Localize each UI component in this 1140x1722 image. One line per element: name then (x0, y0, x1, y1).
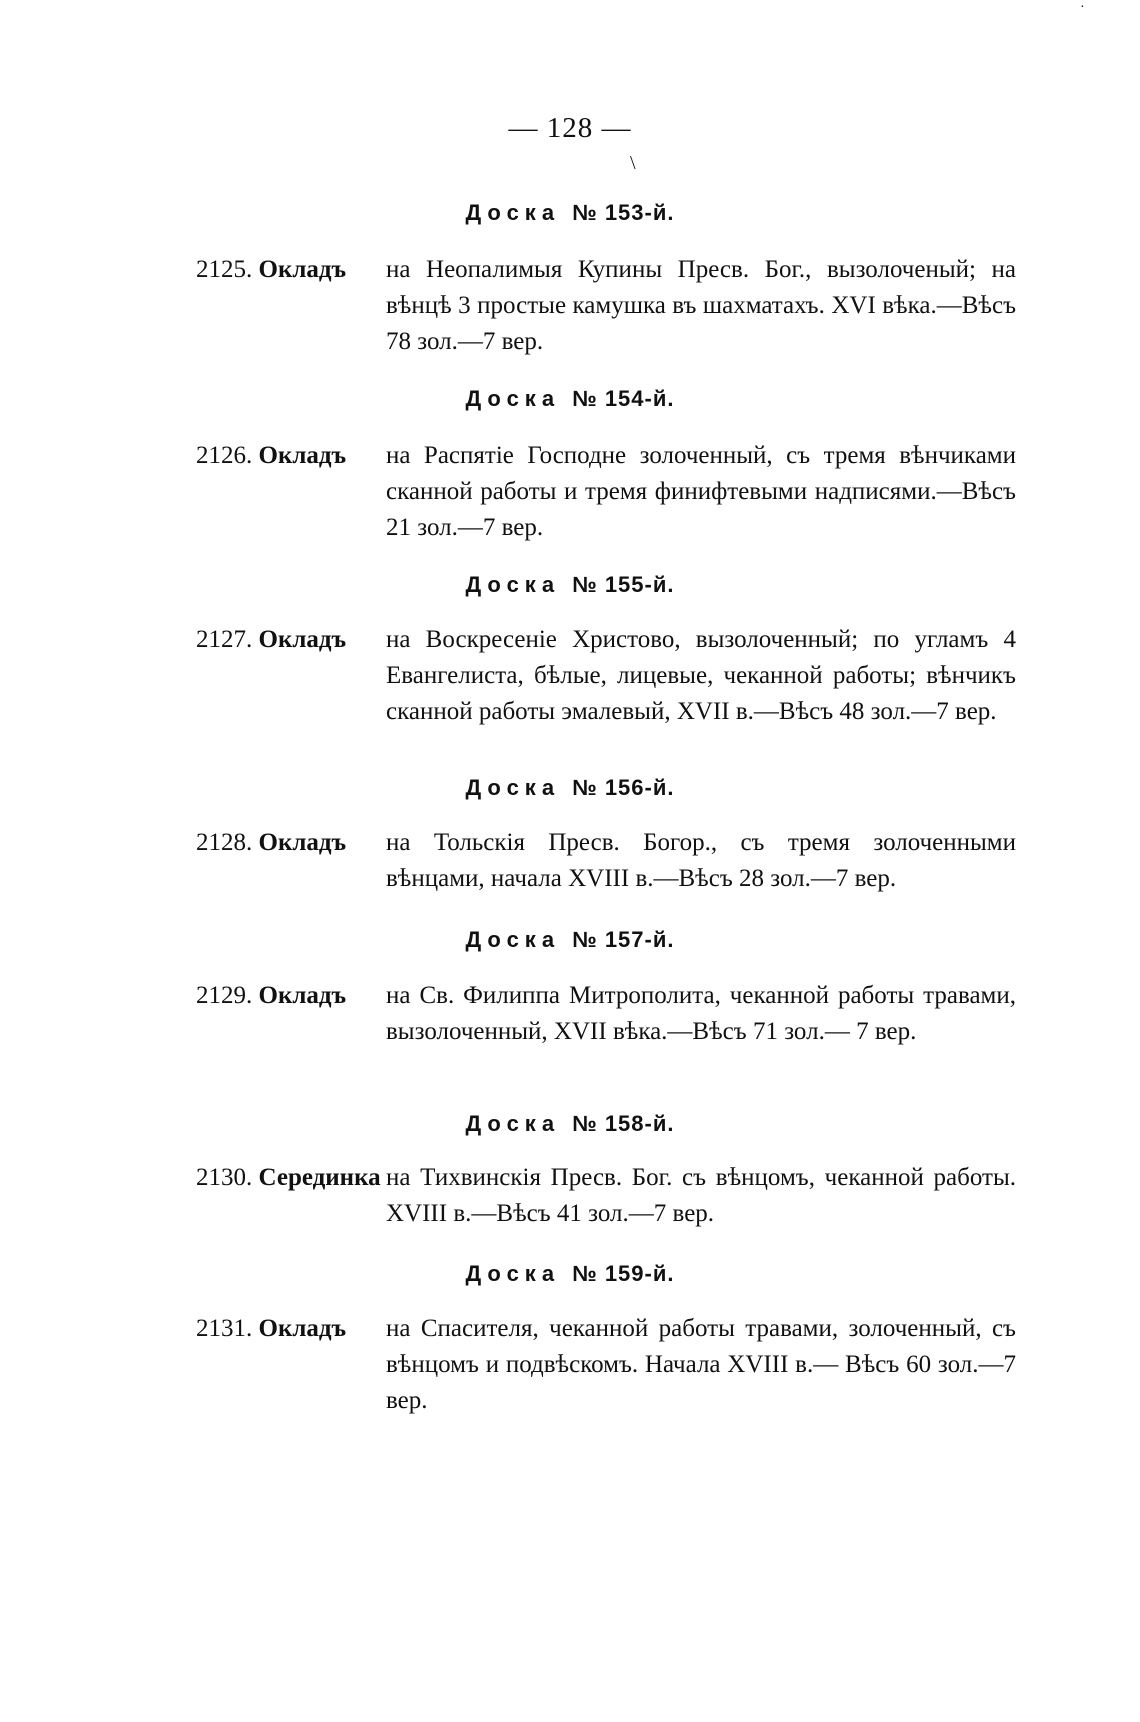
heading-number: № 159-й. (572, 1261, 675, 1286)
entry-text: на Распятіе Господне золоченный, съ тремя вѣнчиками сканной работы и тремя финифтевыми надписями.—Вѣсъ 21 зол.—7 вер. (386, 442, 1016, 541)
heading-number: № 154-й. (572, 386, 675, 411)
entry-lead (196, 252, 346, 288)
entry-text: на Тихвинскія Пресв. Бог. съ вѣнцомъ, чеканной работы. XVIII в.—Вѣсъ 41 зол.—7 вер. (386, 1164, 1016, 1227)
entry-lead-word: Окладъ (258, 982, 347, 1009)
entry-number: 2126. (196, 442, 253, 469)
section-heading (0, 572, 1140, 598)
heading-word: Доска (465, 775, 561, 800)
catalog-entry (196, 1160, 1016, 1232)
entry-lead-word: Окладъ (258, 626, 347, 653)
section-heading (0, 775, 1140, 801)
entry-lead (196, 978, 346, 1014)
entry-number: 2128. (196, 829, 253, 856)
catalog-entry (196, 622, 1016, 730)
heading-word: Доска (465, 572, 561, 597)
heading-word: Доска (465, 200, 561, 225)
section-heading (0, 927, 1140, 953)
section-heading (0, 1111, 1140, 1137)
heading-word: Доска (465, 927, 561, 952)
entry-lead-word: Окладъ (258, 1315, 347, 1342)
heading-number: № 153-й. (572, 200, 675, 225)
entry-lead (196, 438, 346, 474)
section-heading (0, 1261, 1140, 1287)
entry-number: 2129. (196, 982, 253, 1009)
entry-text: на Спасителя, чеканной работы травами, золоченный, съ вѣнцомъ и подвѣскомъ. Начала XVIII в.— Вѣсъ 60 зол.—7 вер. (386, 1315, 1016, 1414)
entry-number: 2127. (196, 626, 253, 653)
section-heading (0, 386, 1140, 412)
entry-lead (196, 1160, 381, 1196)
catalog-entry (196, 252, 1016, 360)
catalog-entry (196, 978, 1016, 1050)
heading-number: № 158-й. (572, 1111, 675, 1136)
entry-lead-word: Серединка (258, 1164, 381, 1191)
entry-lead (196, 622, 346, 658)
entry-text: на Неопалимыя Купины Пресв. Бог., вызолоченый; на вѣнцѣ 3 простые камушка въ шахматахъ. XVI вѣка.—Вѣсъ 78 зол.—7 вер. (386, 256, 1016, 355)
entry-lead-word: Окладъ (258, 256, 347, 283)
heading-word: Доска (465, 386, 561, 411)
heading-word: Доска (465, 1261, 561, 1286)
section-heading (0, 200, 1140, 226)
page-number: — 128 — (508, 112, 632, 144)
catalog-entry (196, 438, 1016, 546)
catalog-entry (196, 825, 1016, 897)
entry-lead-word: Окладъ (258, 442, 347, 469)
entry-number: 2131. (196, 1315, 253, 1342)
stray-mark: \ (630, 152, 636, 174)
corner-mark: · (1080, 0, 1085, 15)
entry-text: на Св. Филиппа Митрополита, чеканной работы травами, вызолоченный, XVII вѣка.—Вѣсъ 71 зол.— 7 вер. (386, 982, 1016, 1045)
entry-lead-word: Окладъ (258, 829, 347, 856)
entry-text: на Воскресеніе Христово, вызолоченный; по угламъ 4 Евангелиста, бѣлые, лицевые, чеканной работы; вѣнчикъ сканной работы эмалевый, XVII в.—Вѣсъ 48 зол.—7 вер. (386, 626, 1016, 725)
heading-word: Доска (465, 1111, 561, 1136)
entry-number: 2130. (196, 1164, 253, 1191)
entry-lead (196, 825, 346, 861)
heading-number: № 155-й. (572, 572, 675, 597)
entry-text: на Тольскія Пресв. Богор., съ тремя золоченными вѣнцами, начала XVIII в.—Вѣсъ 28 зол.—7 вер. (386, 829, 1016, 892)
catalog-entry (196, 1311, 1016, 1419)
heading-number: № 157-й. (572, 927, 675, 952)
heading-number: № 156-й. (572, 775, 675, 800)
entry-number: 2125. (196, 256, 253, 283)
entry-lead (196, 1311, 346, 1347)
